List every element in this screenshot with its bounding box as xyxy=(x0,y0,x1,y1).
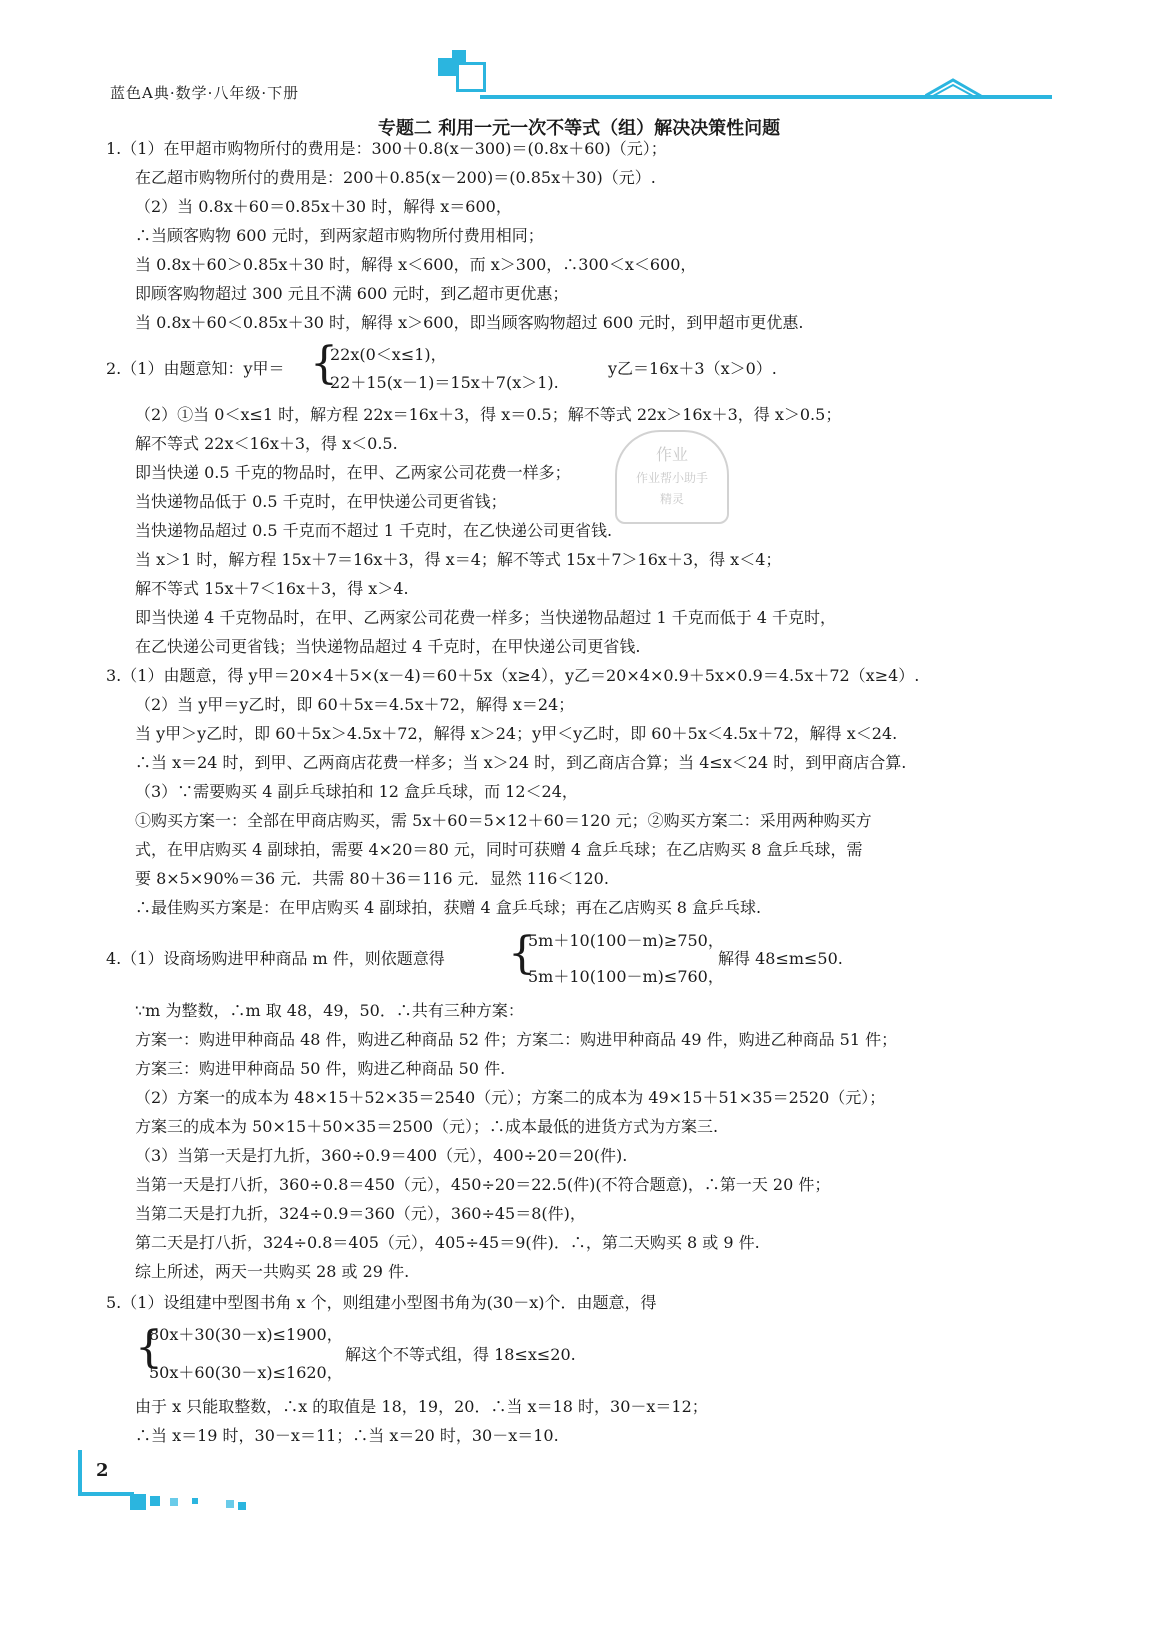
text-line: （2）方案一的成本为 48×15＋52×35＝2540（元）；方案二的成本为 49×15＋51×35＝2520（元）； xyxy=(135,1088,886,1107)
text-line: ∴当顾客购物 600 元时，到两家超市购物所付费用相同； xyxy=(135,226,544,245)
text-line: ∴当 x＝19 时，30－x＝11；∴当 x＝20 时，30－x＝10. xyxy=(135,1426,559,1445)
text-line: 解不等式 15x＋7＜16x＋3，得 x＞4. xyxy=(135,579,409,598)
q2-tail: y乙＝16x＋3（x＞0）. xyxy=(608,359,777,378)
q4-case2: 5m＋10(100－m)≤760， xyxy=(528,967,724,986)
page-number: 2 xyxy=(96,1460,109,1481)
text-line: 即顾客购物超过 300 元且不满 600 元时，到乙超市更优惠； xyxy=(135,284,569,303)
page-title: 专题二 利用一元一次不等式（组）解决决策性问题 xyxy=(377,118,781,139)
text-line: ①购买方案一：全部在甲商店购买，需 5x＋60＝5×12＋60＝120 元；②购买方案二：采用两种购买方 xyxy=(135,811,872,830)
text-line: 当 y甲＞y乙时，即 60＋5x＞4.5x＋72，解得 x＞24；y甲＜y乙时，即 60＋5x＜4.5x＋72，解得 x＜24. xyxy=(135,724,898,743)
text-line: ∴当 x＝24 时，到甲、乙两商店花费一样多；当 x＞24 时，到乙商店合算；当 4≤x＜24 时，到甲商店合算. xyxy=(135,753,907,772)
text-line: 解不等式 22x＜16x＋3，得 x＜0.5. xyxy=(135,434,398,453)
q4-case1: 5m＋10(100－m)≥750， xyxy=(528,931,724,950)
text-line: （2）当 y甲＝y乙时，即 60＋5x＝4.5x＋72，解得 x＝24； xyxy=(135,695,575,714)
text-line: 当第二天是打九折，324÷0.9＝360（元），360÷45＝8(件)， xyxy=(135,1204,586,1223)
q5-case1: 80x＋30(30－x)≤1900， xyxy=(149,1325,343,1344)
text-line: （3）当第一天是打九折，360÷0.9＝400（元），400÷20＝20(件). xyxy=(135,1146,628,1165)
q4-tail: 解得 48≤m≤50. xyxy=(718,949,843,968)
text-line: 式，在甲店购买 4 副球拍，需要 4×20＝80 元，同时可获赠 4 盒乒乓球；在乙店购买 8 盒乒乓球，需 xyxy=(135,840,863,859)
text-line: 即当快递 0.5 千克的物品时，在甲、乙两家公司花费一样多； xyxy=(135,463,571,482)
footer-dot xyxy=(238,1502,246,1510)
text-line: 即当快递 4 千克物品时，在甲、乙两家公司花费一样多；当快递物品超过 1 千克而低于 4 千克时， xyxy=(135,608,837,627)
text-line: 当 0.8x＋60＜0.85x＋30 时，解得 x＞600，即当顾客购物超过 600 元时，到甲超市更优惠. xyxy=(135,313,804,332)
q2-lead: 2.（1）由题意知：y甲＝ xyxy=(106,359,285,378)
header-square-3 xyxy=(456,62,486,92)
footer-dot xyxy=(192,1498,198,1504)
watermark-line3: 精灵 xyxy=(659,492,684,506)
text-line: 5.（1）设组建中型图书角 x 个，则组建小型图书角为(30－x)个．由题意，得 xyxy=(106,1293,657,1312)
text-line: （3）∵需要购买 4 副乒乓球拍和 12 盒乒乓球，而 12＜24， xyxy=(135,782,578,801)
q4-lead: 4.（1）设商场购进甲种商品 m 件，则依题意得 xyxy=(106,949,445,968)
text-line: 方案三的成本为 50×15＋50×35＝2500（元）；∴成本最低的进货方式为方案三. xyxy=(135,1117,719,1136)
text-line: 当快递物品低于 0.5 千克时，在甲快递公司更省钱； xyxy=(135,492,507,511)
footer-dot xyxy=(150,1496,160,1506)
text-line: 当 x＞1 时，解方程 15x＋7＝16x＋3，得 x＝4；解不等式 15x＋7＞16x＋3，得 x＜4； xyxy=(135,550,782,569)
watermark-line2: 作业帮小助手 xyxy=(635,471,708,485)
text-line: ∵m 为整数，∴m 取 48，49，50．∴共有三种方案： xyxy=(135,1001,524,1020)
footer-dot xyxy=(170,1498,178,1506)
text-line: （2）①当 0＜x≤1 时，解方程 22x＝16x＋3，得 x＝0.5；解不等式 22x＞16x＋3，得 x＞0.5； xyxy=(135,405,842,424)
q5-case2: 50x＋60(30－x)≤1620， xyxy=(149,1363,343,1382)
q2-case1: 22x(0＜x≤1)， xyxy=(330,345,447,364)
text-line: 当第一天是打八折，360÷0.8＝450（元），450÷20＝22.5(件)(不符合题意)，∴第一天 20 件； xyxy=(135,1175,831,1194)
text-line: 1.（1）在甲超市购物所付的费用是：300＋0.8(x－300)＝(0.8x＋60)（元）； xyxy=(106,139,667,158)
footer-dot xyxy=(226,1500,234,1508)
text-line: 在乙快递公司更省钱；当快递物品超过 4 千克时，在甲快递公司更省钱. xyxy=(135,637,641,656)
text-line: 方案三：购进甲种商品 50 件，购进乙种商品 50 件. xyxy=(135,1059,506,1078)
brace-icon: { xyxy=(310,338,338,389)
text-line: ∴最佳购买方案是：在甲店购买 4 副球拍，获赠 4 盒乒乓球；再在乙店购买 8 盒乒乓球. xyxy=(135,898,762,917)
text-line: 第二天是打八折，324÷0.8＝405（元），405÷45＝9(件)．∴，第二天购买 8 或 9 件. xyxy=(135,1233,760,1252)
text-line: 在乙超市购物所付的费用是：200＋0.85(x－200)＝(0.85x＋30)（元）. xyxy=(135,168,656,187)
text-line: 当 0.8x＋60＞0.85x＋30 时，解得 x＜600，而 x＞300，∴300＜x＜600， xyxy=(135,255,697,274)
text-line: （2）当 0.8x＋60＝0.85x＋30 时，解得 x＝600， xyxy=(135,197,512,216)
text-line: 要 8×5×90%＝36 元．共需 80＋36＝116 元．显然 116＜120. xyxy=(135,869,609,888)
q5-tail: 解这个不等式组，得 18≤x≤20. xyxy=(345,1345,576,1364)
book-header: 蓝色A典·数学·八年级·下册 xyxy=(110,84,300,102)
q2-case2: 22＋15(x－1)＝15x＋7(x＞1). xyxy=(330,373,559,392)
header-roof-icon xyxy=(925,76,985,100)
text-line: 综上所述，两天一共购买 28 或 29 件. xyxy=(135,1262,410,1281)
watermark-line1: 作业 xyxy=(655,445,688,464)
text-line: 由于 x 只能取整数，∴x 的取值是 18，19，20．∴当 x＝18 时，30－x＝12； xyxy=(135,1397,708,1416)
brace-icon: { xyxy=(135,1322,163,1373)
text-line: 3.（1）由题意，得 y甲＝20×4＋5×(x－4)＝60＋5x（x≥4），y乙＝20×4×0.9＋5x×0.9＝4.5x＋72（x≥4）. xyxy=(106,666,920,685)
text-line: 方案一：购进甲种商品 48 件，购进乙种商品 52 件；方案二：购进甲种商品 49 件，购进乙种商品 51 件； xyxy=(135,1030,898,1049)
watermark-stamp xyxy=(615,430,729,524)
footer-dot xyxy=(130,1494,146,1510)
text-line: 当快递物品超过 0.5 千克而不超过 1 千克时，在乙快递公司更省钱. xyxy=(135,521,613,540)
brace-icon: { xyxy=(508,928,536,979)
